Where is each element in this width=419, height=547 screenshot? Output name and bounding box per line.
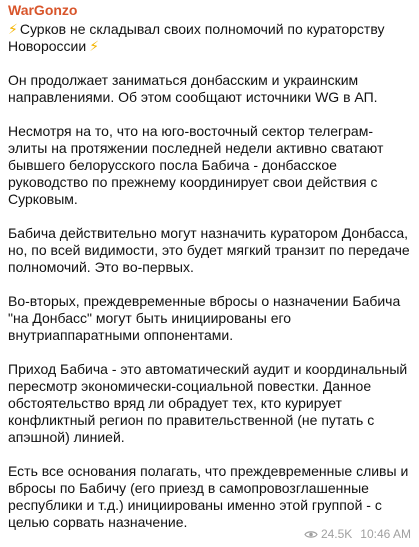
paragraph: Бабича действительно могут назначить куратором Донбасса, но, по всей видимости, это будет мягкий транзит по передаче полномочий. Это во-первых. [8, 225, 410, 275]
paragraph: Он продолжает заниматься донбасским и украинским направлениями. Об этом сообщают источники WG в АП. [8, 72, 378, 105]
headline-text-2: Новороссии [8, 38, 87, 54]
lightning-bolt-icon: ⚡ [89, 38, 100, 54]
post-headline [8, 21, 411, 55]
paragraph: Несмотря на то, что на юго-восточный сектор телеграм-элиты на протяжении последней недели активно сватают бывшего белорусского посла Бабича - донбасское руководство по прежнему координирует свои действия с Сурковым. [8, 123, 384, 207]
message-time: 10:46 AM [360, 527, 411, 541]
paragraph: Приход Бабича - это автоматический аудит и координальный пересмотр экономически-социальной повестки. Данное обстоятельство вряд ли обрадует тех, кто курирует конфликтный регион по правительственной (не путать с апэшной) линией. [8, 361, 408, 445]
message-text [8, 21, 411, 531]
headline-line-2 [8, 38, 101, 55]
paragraph: Во-вторых, преждевременные вбросы о назначении Бабича "на Донбасс" могут быть инициированы его внутриаппаратными оппонентами. [8, 293, 401, 343]
paragraph: Есть все основания полагать, что преждевременные сливы и вбросы по Бабичу (его приезд в самопровозглашенные республики и т.д.) инициированы именно этой группой - с целью сорвать назначение. [8, 463, 409, 530]
headline-line-1 [8, 21, 384, 38]
lightning-bolt-icon: ⚡ [8, 21, 18, 37]
views-count: 24.5K [320, 527, 353, 541]
message-meta [304, 527, 411, 541]
channel-name[interactable]: WarGonzo [8, 2, 78, 18]
eye-icon [304, 530, 318, 539]
headline-text-1: Сурков не складывал своих полномочий по кураторству [19, 21, 385, 37]
